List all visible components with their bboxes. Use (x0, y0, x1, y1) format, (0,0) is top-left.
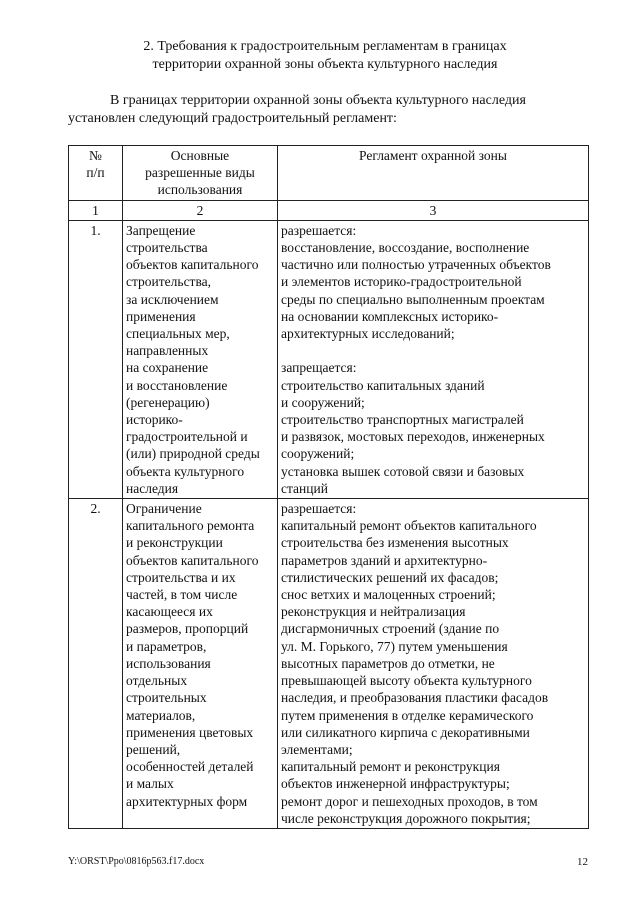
uses-line: решений, (126, 741, 181, 757)
uses-line: историко- (126, 412, 183, 428)
uses-line: объектов капитального (126, 257, 259, 273)
header-text: использования (157, 182, 243, 198)
allowed-line: снос ветхих и малоценных строений; (281, 587, 496, 603)
uses-line: (регенерацию) (126, 394, 210, 410)
uses-line: на сохранение (126, 360, 209, 376)
allowed-line: ул. М. Горького, 77) путем уменьшения (281, 638, 508, 654)
uses-line: отдельных (126, 673, 188, 689)
allowed-line: или силикатного кирпича с декоративными (281, 724, 530, 740)
allowed-line: объектов инженерной инфраструктуры; (281, 776, 510, 792)
uses-line: объекта культурного (126, 463, 245, 479)
header-text: п/п (86, 165, 105, 181)
uses-line: объектов капитального (126, 552, 259, 568)
forbidden-line: станций (281, 480, 328, 496)
allowed-line: высотных параметров до отметки, не (281, 655, 495, 671)
uses-line: и малых (126, 776, 174, 792)
allowed-line: дисгармоничных строений (здание по (281, 621, 500, 637)
uses-line: (или) природной среды (126, 446, 260, 462)
header-text: Регламент охранной зоны (359, 148, 507, 163)
uses-line: касающееся их (126, 604, 213, 620)
header-regulation (278, 146, 589, 201)
allowed-line: частично или полностью утраченных объектов (281, 257, 551, 273)
row-number: 1. (69, 220, 123, 498)
uses-line: материалов, (126, 707, 196, 723)
table-row (69, 220, 589, 498)
uses-line: особенностей деталей (126, 759, 254, 775)
uses-line: за исключением (126, 291, 219, 307)
page-number: 12 (577, 856, 588, 868)
file-path: Y:\ORST\Ppo\0816p563.f17.docx (68, 856, 205, 867)
uses-line: строительства (126, 240, 208, 256)
uses-line: Запрещение (126, 222, 196, 238)
forbidden-line: установка вышек сотовой связи и базовых (281, 463, 525, 479)
allowed-line: путем применения в отделке керамического (281, 707, 534, 723)
forbidden-title: запрещается: (281, 360, 357, 376)
uses-line: и восстановление (126, 377, 228, 393)
allowed-line: числе реконструкция дорожного покрытия; (281, 810, 531, 826)
table-header-row (69, 146, 589, 201)
header-num (69, 146, 123, 201)
header-text: Основные (170, 148, 230, 163)
uses-line: размеров, пропорций (126, 621, 249, 637)
header-uses (123, 146, 278, 201)
intro-line: установлен следующий градостроительный регламент: (68, 111, 397, 126)
spacer (281, 342, 585, 359)
uses-line: градостроительной и (126, 429, 248, 445)
uses-line: строительства, (126, 274, 212, 290)
uses-line: капитального ремонта (126, 518, 255, 534)
section-heading-line: 2. Требования к градостроительным регламентам в границах (143, 39, 507, 54)
intro-paragraph (68, 92, 588, 128)
forbidden-line: и сооружений; (281, 394, 365, 410)
table-row (69, 499, 589, 829)
uses-line: архитектурных форм (126, 793, 248, 809)
intro-line: В границах территории охранной зоны объекта культурного наследия (110, 93, 526, 108)
header-text: разрешенные виды (145, 165, 255, 181)
allowed-title: разрешается: (281, 501, 357, 517)
allowed-line: ремонт дорог и пешеходных проходов, в том (281, 793, 538, 809)
allowed-line: реконструкция и нейтрализация (281, 604, 466, 620)
allowed-line: архитектурных исследований; (281, 326, 455, 342)
allowed-line: стилистических решений их фасадов; (281, 569, 499, 585)
regulation-cell (278, 499, 589, 829)
allowed-line: среды по специально выполненным проектам (281, 291, 545, 307)
uses-line: специальных мер, (126, 326, 230, 342)
allowed-line: параметров зданий и архитектурно- (281, 552, 488, 568)
uses-cell (123, 220, 278, 498)
allowed-line: на основании комплексных историко- (281, 308, 499, 324)
forbidden-line: строительство капитальных зданий (281, 377, 485, 393)
uses-cell (123, 499, 278, 829)
allowed-line: превышающей высоту объекта культурного (281, 673, 532, 689)
table-index-row (69, 200, 589, 220)
uses-line: направленных (126, 343, 209, 359)
row-number: 2. (69, 499, 123, 829)
uses-line: частей, в том числе (126, 587, 238, 603)
regulation-table (68, 145, 589, 829)
uses-line: и параметров, (126, 638, 207, 654)
index-cell: 2 (123, 200, 278, 220)
allowed-line: капитальный ремонт и реконструкция (281, 759, 500, 775)
forbidden-line: строительство транспортных магистралей (281, 412, 524, 428)
uses-line: применения (126, 308, 196, 324)
allowed-line: и элементов историко-градостроительной (281, 274, 522, 290)
uses-line: и реконструкции (126, 535, 223, 551)
uses-line: строительства и их (126, 569, 236, 585)
regulation-cell (278, 220, 589, 498)
uses-line: строительных (126, 690, 207, 706)
allowed-line: элементами; (281, 741, 353, 757)
uses-line: Ограничение (126, 501, 202, 517)
section-heading (60, 38, 590, 74)
forbidden-line: и развязок, мостовых переходов, инженерных (281, 429, 545, 445)
allowed-line: восстановление, воссоздание, восполнение (281, 240, 530, 256)
uses-line: использования (126, 655, 211, 671)
section-heading-line: территории охранной зоны объекта культурного наследия (152, 57, 498, 72)
index-cell: 3 (278, 200, 589, 220)
allowed-line: капитальный ремонт объектов капитального (281, 518, 537, 534)
allowed-line: строительства без изменения высотных (281, 535, 509, 551)
forbidden-line: сооружений; (281, 446, 355, 462)
allowed-line: наследия, и преобразования пластики фасадов (281, 690, 549, 706)
uses-line: наследия (126, 480, 179, 496)
index-cell: 1 (69, 200, 123, 220)
header-text: № (89, 148, 102, 163)
allowed-title: разрешается: (281, 222, 357, 238)
uses-line: применения цветовых (126, 724, 254, 740)
